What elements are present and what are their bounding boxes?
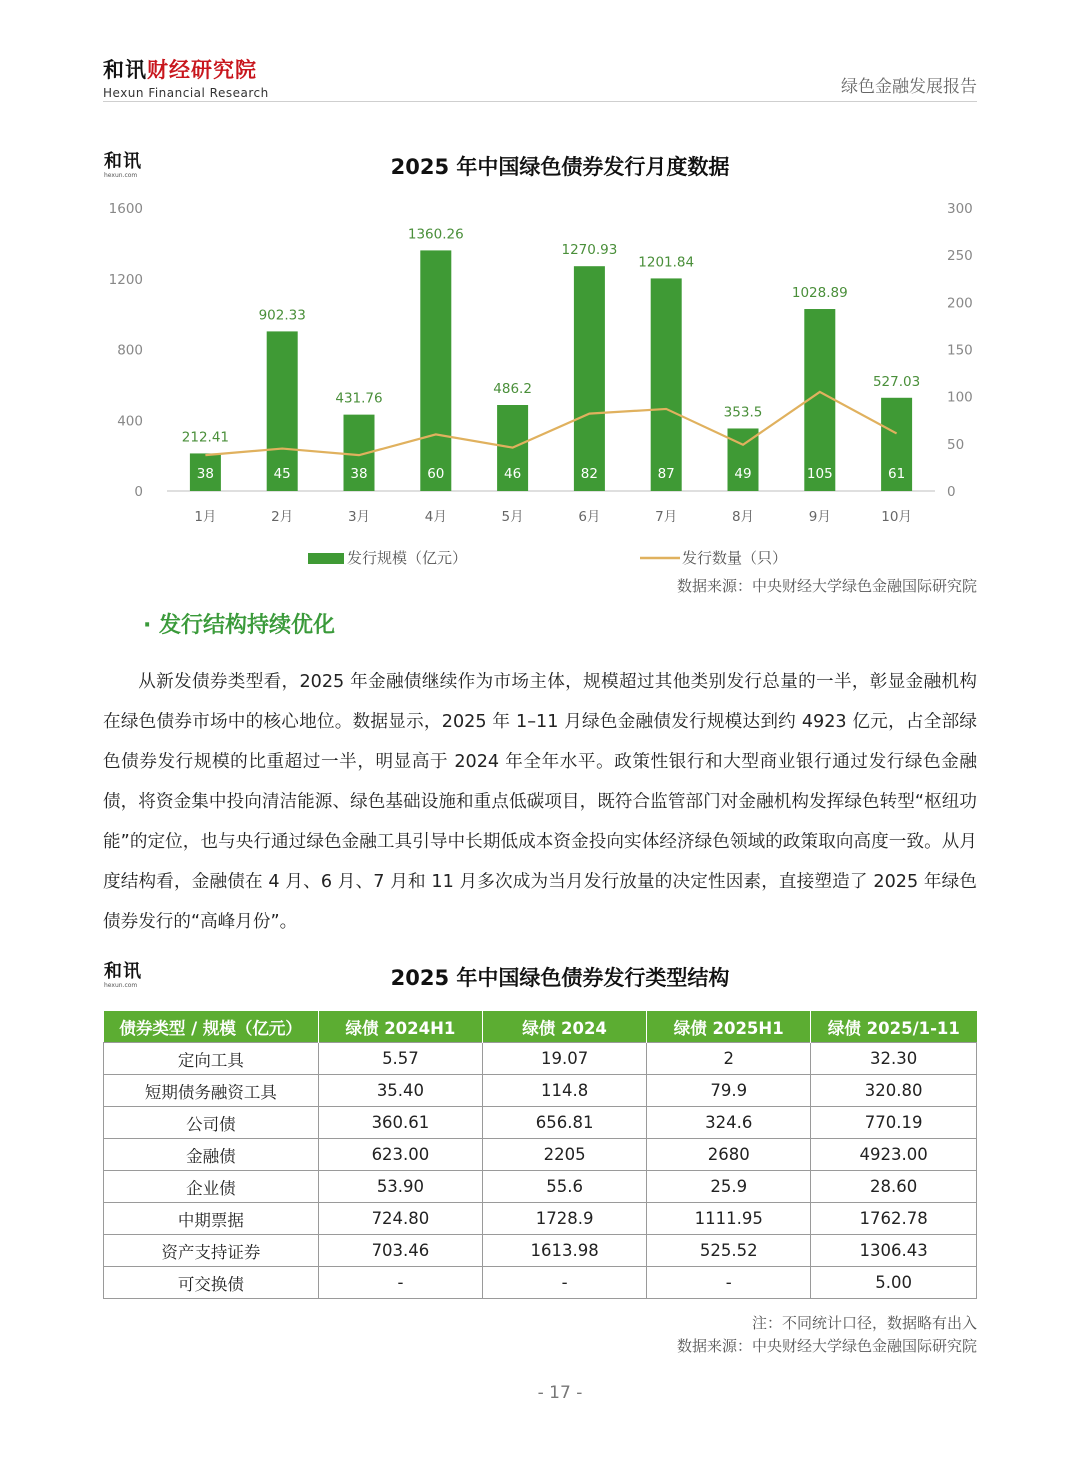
- table-note: 注：不同统计口径，数据略有出入: [751, 1314, 977, 1332]
- count-label: 38: [196, 466, 214, 482]
- count-label: 49: [734, 466, 752, 482]
- bar-value-label: 527.03: [872, 373, 921, 390]
- x-axis-tick-label: 5月: [501, 509, 524, 525]
- table-row-label: 定向工具: [104, 1043, 319, 1075]
- table-cell: 1111.95: [647, 1203, 811, 1235]
- table-cell: 656.81: [483, 1107, 647, 1139]
- count-label: 82: [580, 466, 598, 482]
- table-row-label: 中期票据: [104, 1203, 319, 1235]
- table-header-cell: 绿债 2024H1: [318, 1011, 482, 1043]
- table-cell: 53.90: [318, 1171, 482, 1203]
- table-cell: 28.60: [811, 1171, 977, 1203]
- left-axis-tick-label: 800: [117, 342, 143, 359]
- x-axis-tick-label: 10月: [881, 509, 912, 525]
- table-title: 2025 年中国绿色债券发行类型结构: [390, 966, 730, 990]
- table-row: [104, 1075, 977, 1107]
- table-row: [104, 1267, 977, 1299]
- x-axis-tick-label: 2月: [271, 509, 294, 525]
- bar-value-label: 1270.93: [561, 242, 618, 259]
- table-cell: 770.19: [811, 1107, 977, 1139]
- bar-value-label: 1201.84: [638, 254, 695, 271]
- page-number: - 17 -: [537, 1383, 583, 1403]
- table-cell: 55.6: [483, 1171, 647, 1203]
- table-source: 数据来源：中央财经大学绿色金融国际研究院: [676, 1337, 977, 1355]
- table-cell: 2680: [647, 1139, 811, 1171]
- x-axis-tick-label: 6月: [578, 509, 601, 525]
- table-row: [104, 1171, 977, 1203]
- table-row: [104, 1107, 977, 1139]
- table-cell: 724.80: [318, 1203, 482, 1235]
- table-cell: 5.00: [811, 1267, 977, 1299]
- table-cell: 360.61: [318, 1107, 482, 1139]
- table-cell: 2205: [483, 1139, 647, 1171]
- legend-bar-swatch: [308, 553, 344, 564]
- table-header-cell: 债券类型 / 规模（亿元）: [104, 1011, 319, 1043]
- chart-title: 2025 年中国绿色债券发行月度数据: [390, 155, 730, 179]
- bar-value-label: 212.41: [181, 429, 230, 446]
- table-header-cell: 绿债 2025/1-11: [811, 1011, 977, 1043]
- table-cell: 324.6: [647, 1107, 811, 1139]
- table-cell: 32.30: [811, 1043, 977, 1075]
- table-cell: 1762.78: [811, 1203, 977, 1235]
- report-title: 绿色金融发展报告: [841, 77, 977, 97]
- bar-value-label: 353.5: [723, 404, 763, 421]
- count-label: 46: [504, 466, 522, 482]
- table-cell: 1613.98: [483, 1235, 647, 1267]
- x-axis-tick-label: 8月: [731, 509, 755, 525]
- table-cell: 19.07: [483, 1043, 647, 1075]
- body-paragraph-block: [103, 662, 977, 942]
- mini-logo-domain: hexun.com: [104, 982, 138, 989]
- left-axis-tick-label: 1200: [108, 271, 143, 288]
- table-row: [104, 1139, 977, 1171]
- hexun-logo: [103, 54, 269, 100]
- table-header-row: [104, 1011, 977, 1043]
- bar: [420, 250, 451, 491]
- table-cell: -: [647, 1267, 811, 1299]
- body-paragraph: 从新发债券类型看，2025 年金融债继续作为市场主体，规模超过其他类别发行总量的一半，彰显金融机构在绿色债券市场中的核心地位。数据显示，2025 年 1–11 月绿色金融债发行规模达到约 4923 亿元，占全部绿色债券发行规模的比重超过一半，明显高于 2024 年全年水平。政策性银行和大型商业银行通过发行绿色金融债，将资金集中投向清洁能源、绿色基础设施和重点低碳项目，既符合监管部门对金融机构发挥绿色转型“枢纽功能”的定位，也与央行通过绿色金融工具引导中长期低成本资金投向实体经济绿色领域的政策取向高度一致。从月度结构看，金融债在 4 月、6 月、7 月和 11 月多次成为当月发行放量的决定性因素，直接塑造了 2025 年绿色债券发行的“高峰月份”。: [103, 672, 977, 932]
- table-row-label: 短期债务融资工具: [104, 1075, 319, 1107]
- table-row: [104, 1043, 977, 1075]
- table-cell: 1306.43: [811, 1235, 977, 1267]
- table-row-label: 企业债: [104, 1171, 319, 1203]
- mini-logo-text: 和讯: [104, 961, 142, 982]
- table-cell: -: [318, 1267, 482, 1299]
- table-cell: 525.52: [647, 1235, 811, 1267]
- right-axis-tick-label: 250: [947, 248, 973, 265]
- section-heading: · 发行结构持续优化: [143, 613, 336, 638]
- right-axis-tick-label: 300: [947, 201, 973, 217]
- right-axis-tick-label: 0: [947, 484, 956, 500]
- bar-value-label: 1360.26: [407, 226, 464, 243]
- mini-logo-domain: hexun.com: [104, 172, 138, 179]
- x-axis-tick-label: 7月: [655, 509, 678, 525]
- bar-value-label: 1028.89: [791, 285, 848, 302]
- x-axis-tick-label: 1月: [194, 509, 217, 525]
- count-label: 60: [427, 466, 445, 482]
- chart-source: 数据来源：中央财经大学绿色金融国际研究院: [676, 577, 977, 595]
- header-divider: [103, 101, 977, 102]
- bar-value-label: 431.76: [335, 390, 383, 407]
- table-row: [104, 1235, 977, 1267]
- table-row: [104, 1203, 977, 1235]
- table-row-label: 资产支持证券: [104, 1235, 319, 1267]
- count-line: [205, 392, 896, 455]
- table-cell: 2: [647, 1043, 811, 1075]
- x-axis-tick-label: 3月: [347, 509, 371, 525]
- right-axis-tick-label: 50: [947, 436, 965, 453]
- count-label: 105: [806, 466, 833, 482]
- count-label: 61: [888, 466, 906, 482]
- table-row-label: 金融债: [104, 1139, 319, 1171]
- left-axis-tick-label: 1600: [108, 201, 143, 217]
- legend-line-label: 发行数量（只）: [682, 549, 788, 567]
- logo-red-text: 财经研究院: [147, 58, 257, 82]
- logo-english: Hexun Financial Research: [103, 86, 269, 100]
- table-cell: 703.46: [318, 1235, 482, 1267]
- count-label: 38: [350, 466, 368, 482]
- count-label: 87: [657, 466, 675, 482]
- table-row-label: 公司债: [104, 1107, 319, 1139]
- table-cell: 320.80: [811, 1075, 977, 1107]
- right-axis-tick-label: 100: [947, 389, 973, 406]
- mini-logo-text: 和讯: [104, 151, 142, 172]
- logo-black-text: 和讯: [103, 58, 147, 82]
- table-cell: 5.57: [318, 1043, 482, 1075]
- table-cell: 25.9: [647, 1171, 811, 1203]
- bar: [574, 266, 605, 491]
- table-header-cell: 绿债 2024: [483, 1011, 647, 1043]
- table-cell: 35.40: [318, 1075, 482, 1107]
- left-axis-tick-label: 0: [134, 484, 143, 500]
- bond-type-table: [103, 1011, 977, 1299]
- x-axis-tick-label: 4月: [424, 509, 447, 525]
- count-label: 45: [273, 466, 291, 482]
- left-axis-tick-label: 400: [117, 413, 143, 430]
- legend-bar-label: 发行规模（亿元）: [347, 549, 468, 567]
- table-cell: 79.9: [647, 1075, 811, 1107]
- table-cell: 114.8: [483, 1075, 647, 1107]
- table-cell: 623.00: [318, 1139, 482, 1171]
- right-axis-tick-label: 200: [947, 295, 973, 312]
- table-cell: 1728.9: [483, 1203, 647, 1235]
- table-cell: -: [483, 1267, 647, 1299]
- table-cell: 4923.00: [811, 1139, 977, 1171]
- right-axis-tick-label: 150: [947, 342, 973, 359]
- bar-value-label: 486.2: [493, 381, 532, 398]
- table-header-cell: 绿债 2025H1: [647, 1011, 811, 1043]
- table-row-label: 可交换债: [104, 1267, 319, 1299]
- monthly-issuance-chart: [95, 195, 985, 580]
- bar-value-label: 902.33: [258, 307, 306, 324]
- bar: [651, 278, 682, 491]
- x-axis-tick-label: 9月: [808, 509, 831, 525]
